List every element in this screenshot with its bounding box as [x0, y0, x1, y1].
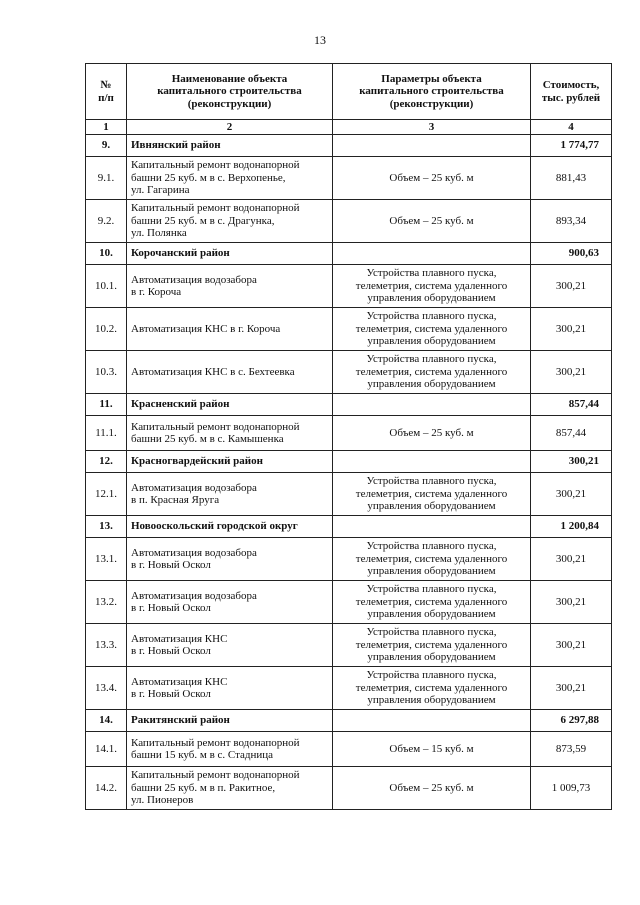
object-cost: 900,63	[531, 243, 612, 265]
object-row	[86, 157, 612, 200]
district-row	[86, 243, 612, 265]
object-row	[86, 732, 612, 767]
row-number: 13.2.	[86, 581, 127, 624]
object-row	[86, 473, 612, 516]
object-parameters: Устройства плавного пуска, телеметрия, система удаленного управления оборудованием	[333, 351, 531, 394]
row-number: 9.2.	[86, 200, 127, 243]
object-cost: 300,21	[531, 308, 612, 351]
row-number: 14.1.	[86, 732, 127, 767]
object-name: Корочанский район	[127, 243, 333, 265]
object-cost: 6 297,88	[531, 710, 612, 732]
row-number: 9.	[86, 135, 127, 157]
object-parameters: Объем – 15 куб. м	[333, 732, 531, 767]
object-cost: 1 200,84	[531, 516, 612, 538]
object-parameters: Устройства плавного пуска, телеметрия, система удаленного управления оборудованием	[333, 538, 531, 581]
page-number: 13	[314, 33, 326, 47]
object-parameters	[333, 135, 531, 157]
object-parameters: Устройства плавного пуска, телеметрия, система удаленного управления оборудованием	[333, 667, 531, 710]
object-cost: 1 009,73	[531, 767, 612, 810]
header-object-name: Наименование объекта капитального строительства (реконструкции)	[127, 64, 333, 120]
object-cost: 300,21	[531, 265, 612, 308]
object-name: Автоматизация водозабора в г. Новый Оскол	[127, 581, 333, 624]
object-name: Автоматизация водозабора в г. Короча	[127, 265, 333, 308]
object-parameters: Объем – 25 куб. м	[333, 157, 531, 200]
row-number: 13.1.	[86, 538, 127, 581]
row-number: 13.3.	[86, 624, 127, 667]
object-cost: 881,43	[531, 157, 612, 200]
object-name: Красненский район	[127, 394, 333, 416]
object-cost: 1 774,77	[531, 135, 612, 157]
object-name: Капитальный ремонт водонапорной башни 25 куб. м в с. Драгунка, ул. Полянка	[127, 200, 333, 243]
object-name: Красногвардейский район	[127, 451, 333, 473]
district-row	[86, 710, 612, 732]
row-number: 13.4.	[86, 667, 127, 710]
district-row	[86, 451, 612, 473]
object-cost: 300,21	[531, 351, 612, 394]
object-name: Ивнянский район	[127, 135, 333, 157]
column-index-row	[86, 120, 612, 135]
object-name: Автоматизация КНС в с. Бехтеевка	[127, 351, 333, 394]
object-cost: 893,34	[531, 200, 612, 243]
object-parameters	[333, 451, 531, 473]
object-parameters	[333, 710, 531, 732]
object-cost: 300,21	[531, 624, 612, 667]
object-parameters: Объем – 25 куб. м	[333, 200, 531, 243]
object-cost: 300,21	[531, 473, 612, 516]
object-name: Автоматизация КНС в г. Новый Оскол	[127, 667, 333, 710]
row-number: 11.1.	[86, 416, 127, 451]
table-body	[86, 135, 612, 810]
object-row	[86, 265, 612, 308]
object-row	[86, 308, 612, 351]
object-name: Ракитянский район	[127, 710, 333, 732]
object-cost: 300,21	[531, 451, 612, 473]
object-row	[86, 667, 612, 710]
table-header-row	[86, 64, 612, 120]
header-number: № п/п	[86, 64, 127, 120]
column-index: 3	[333, 120, 531, 135]
row-number: 10.3.	[86, 351, 127, 394]
object-name: Автоматизация водозабора в г. Новый Оскол	[127, 538, 333, 581]
object-row	[86, 538, 612, 581]
object-name: Капитальный ремонт водонапорной башни 15 куб. м в с. Стадница	[127, 732, 333, 767]
object-name: Капитальный ремонт водонапорной башни 25 куб. м в с. Камышенка	[127, 416, 333, 451]
object-parameters: Устройства плавного пуска, телеметрия, система удаленного управления оборудованием	[333, 473, 531, 516]
district-row	[86, 516, 612, 538]
column-index: 1	[86, 120, 127, 135]
object-row	[86, 581, 612, 624]
column-index: 2	[127, 120, 333, 135]
row-number: 12.	[86, 451, 127, 473]
header-parameters: Параметры объекта капитального строительства (реконструкции)	[333, 64, 531, 120]
row-number: 10.2.	[86, 308, 127, 351]
object-parameters: Устройства плавного пуска, телеметрия, система удаленного управления оборудованием	[333, 308, 531, 351]
object-parameters: Объем – 25 куб. м	[333, 416, 531, 451]
district-row	[86, 135, 612, 157]
row-number: 12.1.	[86, 473, 127, 516]
object-name: Автоматизация водозабора в п. Красная Яруга	[127, 473, 333, 516]
object-parameters	[333, 394, 531, 416]
row-number: 9.1.	[86, 157, 127, 200]
object-parameters: Устройства плавного пуска, телеметрия, система удаленного управления оборудованием	[333, 624, 531, 667]
object-parameters	[333, 243, 531, 265]
cost-table	[85, 63, 612, 810]
object-row	[86, 200, 612, 243]
object-cost: 857,44	[531, 416, 612, 451]
object-parameters: Устройства плавного пуска, телеметрия, система удаленного управления оборудованием	[333, 265, 531, 308]
object-row	[86, 767, 612, 810]
object-parameters: Устройства плавного пуска, телеметрия, система удаленного управления оборудованием	[333, 581, 531, 624]
district-row	[86, 394, 612, 416]
row-number: 10.1.	[86, 265, 127, 308]
object-cost: 300,21	[531, 538, 612, 581]
object-row	[86, 416, 612, 451]
object-parameters: Объем – 25 куб. м	[333, 767, 531, 810]
row-number: 13.	[86, 516, 127, 538]
row-number: 14.	[86, 710, 127, 732]
object-row	[86, 624, 612, 667]
row-number: 10.	[86, 243, 127, 265]
object-name: Новооскольский городской округ	[127, 516, 333, 538]
object-name: Автоматизация КНС в г. Короча	[127, 308, 333, 351]
column-index: 4	[531, 120, 612, 135]
object-cost: 300,21	[531, 581, 612, 624]
row-number: 11.	[86, 394, 127, 416]
object-name: Капитальный ремонт водонапорной башни 25 куб. м в с. Верхопенье, ул. Гагарина	[127, 157, 333, 200]
object-row	[86, 351, 612, 394]
object-cost: 873,59	[531, 732, 612, 767]
header-cost: Стоимость, тыс. рублей	[531, 64, 612, 120]
object-cost: 300,21	[531, 667, 612, 710]
object-parameters	[333, 516, 531, 538]
object-cost: 857,44	[531, 394, 612, 416]
row-number: 14.2.	[86, 767, 127, 810]
object-name: Автоматизация КНС в г. Новый Оскол	[127, 624, 333, 667]
object-name: Капитальный ремонт водонапорной башни 25 куб. м в п. Ракитное, ул. Пионеров	[127, 767, 333, 810]
